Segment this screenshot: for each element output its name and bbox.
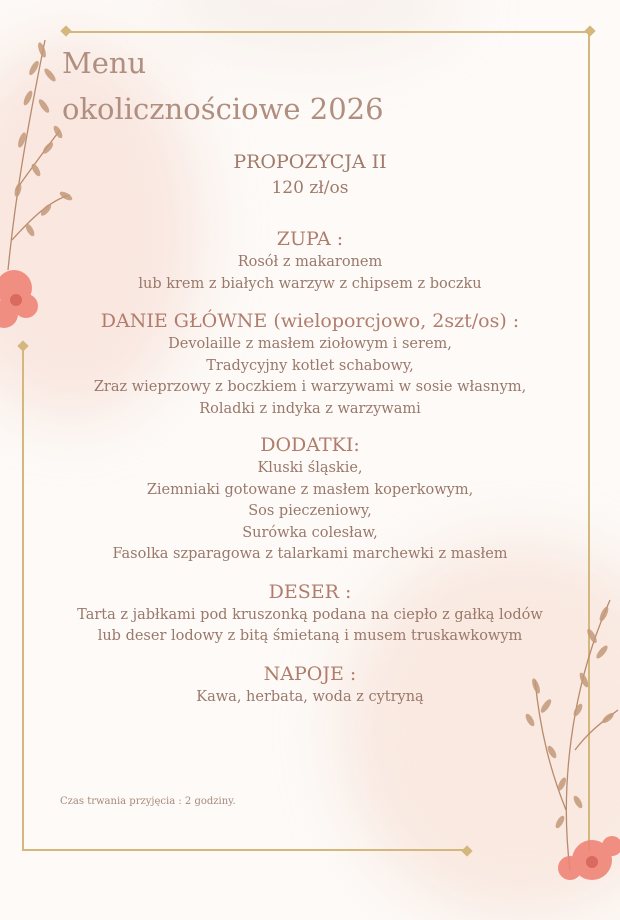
menu-item: lub deser lodowy z bitą śmietaną i musem truskawkowym bbox=[97, 628, 523, 644]
menu-item: Sos pieczeniowy, bbox=[248, 503, 372, 519]
proposal-name: PROPOZYCJA II bbox=[233, 151, 387, 173]
section-heading-dessert: DESER : bbox=[268, 580, 352, 603]
menu-item: Tradycyjny kotlet schabowy, bbox=[206, 357, 414, 374]
menu-title bbox=[62, 40, 384, 132]
menu-item: Kluski śląskie, bbox=[257, 460, 363, 476]
frame-line-left bbox=[22, 345, 24, 851]
menu-item: Kawa, herbata, woda z cytryną bbox=[196, 688, 424, 705]
menu-item: Zraz wieprzowy z boczkiem i warzywami w sosie własnym, bbox=[93, 379, 527, 395]
section-heading-soup: ZUPA : bbox=[276, 228, 344, 250]
frame-line-top bbox=[66, 31, 590, 33]
event-duration-note: Czas trwania przyjęcia : 2 godziny. bbox=[60, 796, 236, 807]
menu-title-line2: okolicznościowe 2026 bbox=[62, 92, 384, 126]
section-heading-sides: DODATKI: bbox=[260, 434, 360, 456]
proposal-price: 120 zł/os bbox=[271, 178, 349, 198]
menu-item: Tarta z jabłkami pod kruszonką podana na ciepło z gałką lodów bbox=[77, 606, 543, 623]
menu-item: Surówka colesław, bbox=[242, 524, 378, 541]
section-heading-drinks: NAPOJE : bbox=[263, 662, 357, 685]
section-heading-main-course: DANIE GŁÓWNE (wieloporcjowo, 2szt/os) : bbox=[100, 310, 520, 332]
menu-item: Fasolka szparagowa z talarkami marchewki z masłem bbox=[112, 546, 508, 562]
frame-line-bottom bbox=[22, 849, 468, 851]
menu-content bbox=[40, 149, 580, 708]
menu-item: Devolaille z masłem ziołowym i serem, bbox=[168, 336, 452, 352]
menu-item: Rosół z makaronem bbox=[237, 254, 383, 270]
menu-item: Roladki z indyka z warzywami bbox=[199, 400, 421, 417]
menu-item: lub krem z białych warzyw z chipsem z boczku bbox=[138, 275, 482, 292]
menu-item: Ziemniaki gotowane z masłem koperkowym, bbox=[146, 481, 474, 498]
menu-title-line1: Menu bbox=[62, 46, 147, 80]
